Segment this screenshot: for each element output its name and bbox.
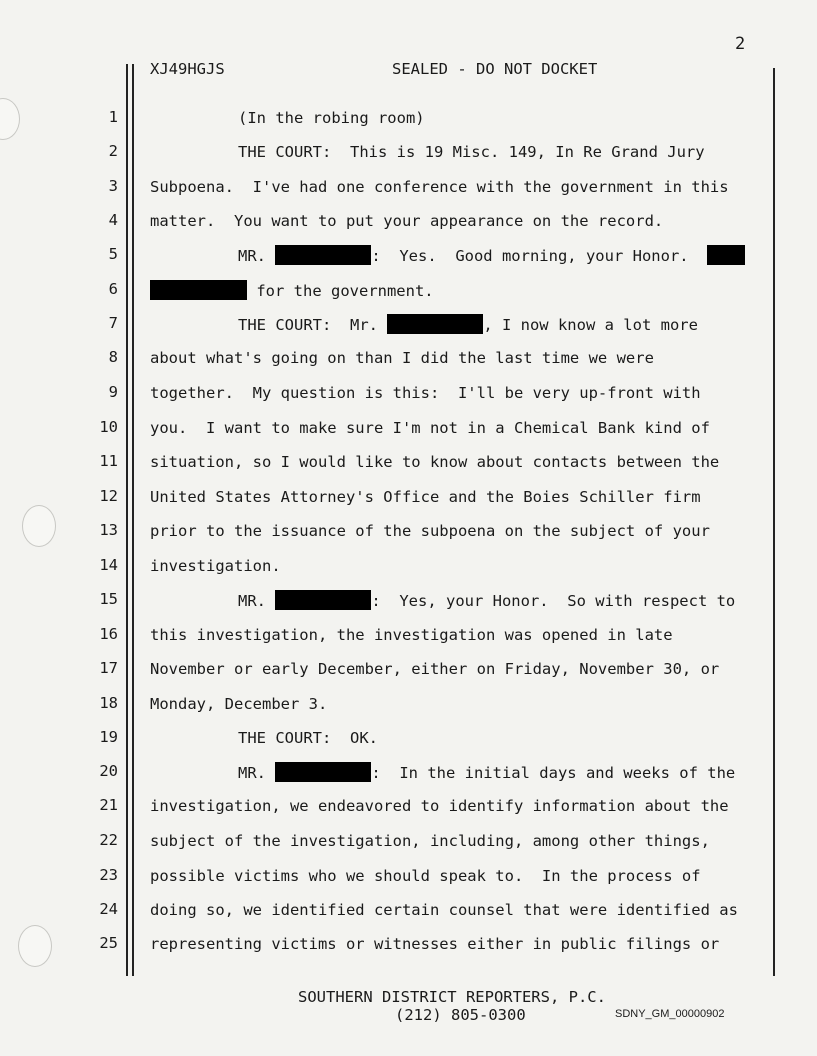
transcript-line	[150, 280, 434, 301]
redaction-box	[275, 245, 371, 265]
line-number: 15	[99, 590, 118, 608]
header-sealed-notice: SEALED - DO NOT DOCKET	[392, 60, 598, 78]
transcript-line: situation, so I would like to know about contacts between the	[150, 453, 720, 471]
transcript-line: United States Attorney's Office and the Boies Schiller firm	[150, 488, 701, 506]
punch-hole-top	[0, 98, 20, 140]
line-number: 18	[99, 694, 118, 712]
transcript-line: possible victims who we should speak to. In the process of	[150, 867, 701, 885]
line-text: MR.	[238, 592, 276, 610]
line-number: 7	[108, 314, 118, 332]
transcript-line: you. I want to make sure I'm not in a Chemical Bank kind of	[150, 419, 710, 437]
redaction-box	[275, 590, 371, 610]
line-number: 19	[99, 728, 118, 746]
transcript-line	[150, 762, 735, 783]
reporter-name: SOUTHERN DISTRICT REPORTERS, P.C.	[298, 988, 606, 1006]
line-number: 12	[99, 487, 118, 505]
page-number: 2	[735, 34, 746, 54]
left-margin-rule-inner	[132, 64, 134, 976]
transcript-line	[150, 728, 378, 748]
transcript-line: representing victims or witnesses either in public filings or	[150, 935, 720, 953]
transcript-line	[150, 314, 698, 335]
line-text: : Yes, your Honor. So with respect to	[371, 592, 736, 610]
reporter-phone: (212) 805-0300	[395, 1006, 526, 1024]
line-number: 20	[99, 762, 118, 780]
transcript-line: about what's going on than I did the last time we were	[150, 349, 654, 367]
line-number: 14	[99, 556, 118, 574]
line-text: THE COURT: Mr.	[238, 316, 388, 334]
line-number: 21	[99, 796, 118, 814]
transcript-line: doing so, we identified certain counsel that were identified as	[150, 901, 738, 919]
header-code: XJ49HGJS	[150, 60, 225, 78]
transcript-line: Subpoena. I've had one conference with the government in this	[150, 178, 729, 196]
line-number: 16	[99, 625, 118, 643]
line-number: 5	[108, 245, 118, 263]
line-text: : In the initial days and weeks of the	[371, 764, 736, 782]
line-text: : Yes. Good morning, your Honor.	[371, 247, 708, 265]
line-number: 13	[99, 521, 118, 539]
redaction-box	[387, 314, 483, 334]
left-margin-rule	[126, 64, 128, 976]
line-number: 25	[99, 934, 118, 952]
line-text: , I now know a lot more	[483, 316, 698, 334]
transcript-line: together. My question is this: I'll be very up-front with	[150, 384, 701, 402]
line-number: 23	[99, 866, 118, 884]
redaction-box	[707, 245, 745, 265]
line-text: MR.	[238, 764, 276, 782]
bates-number: SDNY_GM_00000902	[615, 1008, 725, 1020]
transcript-line	[150, 142, 705, 162]
line-number: 9	[108, 383, 118, 401]
right-margin-rule	[773, 68, 775, 976]
transcript-line: this investigation, the investigation was opened in late	[150, 626, 673, 644]
line-text: (In the robing room)	[238, 109, 425, 127]
transcript-line	[150, 590, 735, 611]
line-number: 1	[108, 108, 118, 126]
transcript-line: November or early December, either on Friday, November 30, or	[150, 660, 720, 678]
transcript-line: prior to the issuance of the subpoena on the subject of your	[150, 522, 710, 540]
line-number: 8	[108, 348, 118, 366]
redaction-box	[150, 280, 247, 300]
line-number: 6	[108, 280, 118, 298]
line-number: 3	[108, 177, 118, 195]
transcript-line: matter. You want to put your appearance on the record.	[150, 212, 664, 230]
line-text: THE COURT: This is 19 Misc. 149, In Re Grand Jury	[238, 143, 705, 161]
line-number: 4	[108, 211, 118, 229]
line-text: for the government.	[247, 282, 434, 300]
line-number: 10	[99, 418, 118, 436]
line-number: 22	[99, 831, 118, 849]
redaction-box	[275, 762, 371, 782]
line-number: 24	[99, 900, 118, 918]
transcript-line: investigation, we endeavored to identify information about the	[150, 797, 729, 815]
transcript-line: investigation.	[150, 557, 281, 575]
punch-hole-middle	[22, 505, 56, 547]
transcript-line: Monday, December 3.	[150, 695, 328, 713]
line-number: 2	[108, 142, 118, 160]
line-number: 11	[99, 452, 118, 470]
line-text: MR.	[238, 247, 276, 265]
line-number: 17	[99, 659, 118, 677]
line-text: THE COURT: OK.	[238, 729, 378, 747]
transcript-line	[150, 245, 745, 266]
punch-hole-bottom	[18, 925, 52, 967]
transcript-line: subject of the investigation, including, among other things,	[150, 832, 710, 850]
transcript-line	[150, 108, 425, 128]
